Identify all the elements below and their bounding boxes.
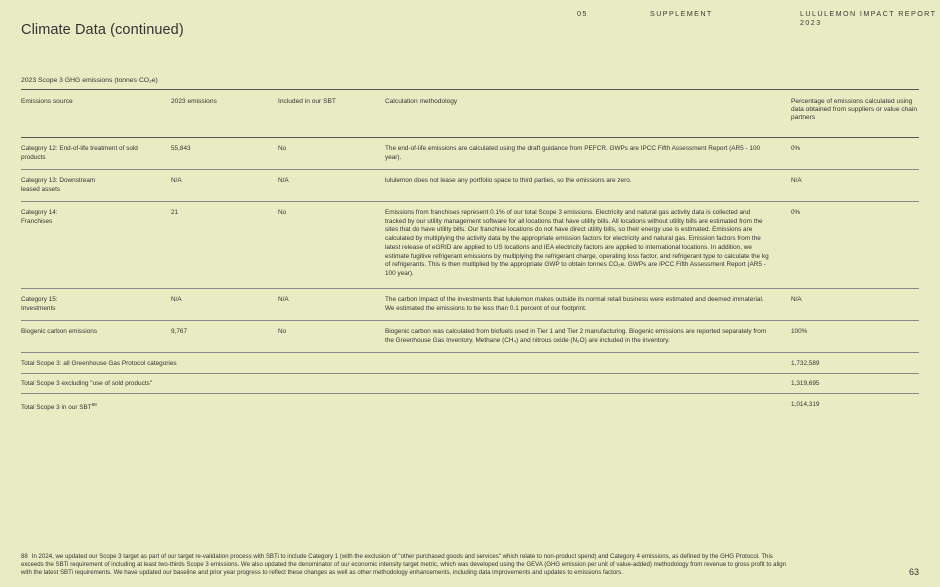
report-name: LULULEMON IMPACT REPORT 2023: [800, 9, 937, 27]
total-all-value: 1,732,589: [791, 360, 820, 367]
row-cat14-included: No: [278, 209, 287, 216]
total-sbt-value: 1,014,319: [791, 401, 820, 408]
header-bottom-rule: [21, 137, 919, 138]
row-cat15-methodology: The carbon impact of the investments that lululemon makes outside its normal retail business were estimated and deemed immaterial. We estimated the emissions to be less than 0.1 percent of our footprint.: [385, 296, 764, 312]
row-divider: [21, 169, 919, 170]
col-header-emissions: 2023 emissions: [171, 98, 217, 105]
col-header-included: Included in our SBT: [278, 98, 336, 105]
total-sbt-label: [21, 401, 97, 413]
row-divider: [21, 320, 919, 321]
col-header-percentage: Percentage of emissions calculated using data obtained from suppliers or value chain partners: [791, 98, 918, 121]
total-sbt-text: Total Scope 3 in our SBT: [21, 404, 92, 412]
section-name: SUPPLEMENT: [650, 9, 713, 18]
row-cat15-source: Category 15: Investments: [21, 296, 58, 312]
row-biogenic-source: Biogenic carbon emissions: [21, 328, 98, 335]
row-cat14-methodology: Emissions from franchises represent 0.1% of our total Scope 3 emissions. Electricity and natural gas activity data is collected and tracked by our utility management software for all locations that have utility bills. All locations without utility bills are estimated from the sites that do have utility bills. Our franchise locations do not have direct utility bills, so their energy use is estimated. Emissions are calculated by multiplying the activity data by the appropriate emission factors for electricity and natural gas. Emission factors from the latest release of eGRID are applied to US locations and IEA electricity factors are applied to international locations. In addition, we estimate fugitive refrigerant emissions by multiplying the refrigerant charge, operating loss factor, and refrigerant type to calculate the kg of refrigerants. This is then multiplied by the appropriate GWP to obtain tonnes CO₂e. GWPs are IPCC Fifth Assessment Report (AR5 - 100 year).: [385, 209, 769, 277]
row-cat12-methodology: The end-of-life emissions are calculated using the draft guidance from PEFCR. GWPs are IPCC Fifth Assessment Report (AR5 - 100 year).: [385, 145, 761, 161]
row-cat15-included: N/A: [278, 296, 289, 303]
page-number: 63: [908, 567, 919, 577]
row-cat13-source: Category 13: Downstream leased assets: [21, 177, 96, 193]
table-top-rule: [21, 89, 919, 90]
col-header-methodology: Calculation methodology: [385, 98, 458, 105]
row-divider: [21, 393, 919, 394]
row-cat14-emissions: 21: [171, 209, 179, 216]
row-cat14-percentage: 0%: [791, 209, 801, 216]
row-biogenic-included: No: [278, 328, 287, 335]
total-excluding-value: 1,319,695: [791, 380, 820, 387]
row-cat12-percentage: 0%: [791, 145, 801, 152]
col-header-source: Emissions source: [21, 98, 73, 105]
total-sbt-footnote-ref[interactable]: 88: [91, 402, 97, 407]
row-divider: [21, 352, 919, 353]
row-divider: [21, 201, 919, 202]
row-cat12-included: No: [278, 145, 287, 152]
row-cat13-included: N/A: [278, 177, 289, 184]
row-cat13-methodology: lululemon does not lease any portfolio space to third parties, so the emissions are zero.: [385, 177, 632, 184]
row-biogenic-emissions: 9,767: [171, 328, 187, 335]
footnote-marker: 88: [21, 553, 28, 560]
footnote: [21, 553, 791, 577]
row-biogenic-methodology: Biogenic carbon was calculated from biofuels used in Tier 1 and Tier 2 manufacturing. Biogenic emissions are reported separately from the Greenhouse Gas Inventory. Methane (CH₄) and nitrous oxide (N₂O) are included in the inventory.: [385, 328, 767, 344]
row-divider: [21, 288, 919, 289]
total-excluding-label: Total Scope 3 excluding "use of sold products": [21, 380, 153, 387]
section-number: 05: [577, 9, 588, 18]
table-title: 2023 Scope 3 GHG emissions (tonnes CO₂e): [21, 77, 158, 84]
row-cat12-emissions: 55,843: [171, 145, 191, 152]
row-cat13-emissions: N/A: [171, 177, 182, 184]
row-cat14-source: Category 14: Franchises: [21, 209, 58, 225]
page-title: Climate Data (continued): [21, 22, 184, 38]
row-divider: [21, 373, 919, 374]
row-cat13-percentage: N/A: [791, 177, 802, 184]
total-all-label: Total Scope 3: all Greenhouse Gas Protocol categories: [21, 360, 177, 367]
row-cat15-percentage: N/A: [791, 296, 802, 303]
row-biogenic-percentage: 100%: [791, 328, 808, 335]
row-cat15-emissions: N/A: [171, 296, 182, 303]
row-cat12-source: Category 12: End-of-life treatment of sold products: [21, 145, 138, 161]
footnote-text: In 2024, we updated our Scope 3 target as part of our target re-validation process with SBTi to include Category 1 (with the exclusion of "other purchased goods and services" which relate to non-product spend) and Category 4 emissions, as defined by the GHG Protocol. This exceeds the SBTi requirement of including at least two-thirds Scope 3 emissions. We also updated the denominator of our economic intensity target metric, which was developed using the GEVA (GHG emission per unit of value-added) methodology from revenue to gross profit to align with the latest SBTi requirements. We have updated our baseline and prior year progress to reflect these changes as well as other methodology enhancements, including data improvements and updates to emissions factors.: [21, 553, 787, 577]
